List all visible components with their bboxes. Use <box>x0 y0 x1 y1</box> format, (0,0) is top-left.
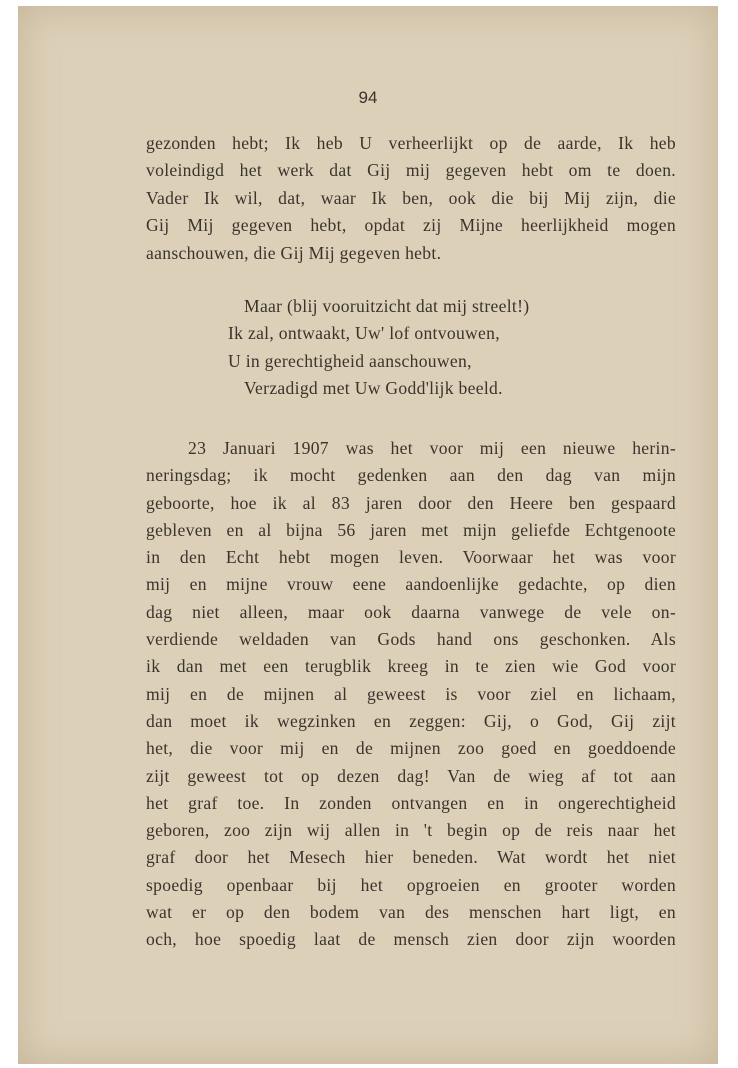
text-line: ik dan met een terugblik kreeg in te zien wie God voor <box>146 656 676 677</box>
text-line: voleindigd het werk dat Gij mij gegeven hebt om te doen. <box>146 160 676 181</box>
text-line: in den Echt hebt mogen leven. Voorwaar het was voor <box>146 547 676 568</box>
text-line: gebleven en al bijna 56 jaren met mijn geliefde Echtgenoote <box>146 519 676 540</box>
text-line: neringsdag; ik mocht gedenken aan den dag van mijn <box>146 465 676 486</box>
text-line: Gij Mij gegeven hebt, opdat zij Mijne heerlijkheid mogen <box>146 215 676 236</box>
text-line: mij en de mijnen al geweest is voor ziel en lichaam, <box>146 683 676 704</box>
text-line: het, die voor mij en de mijnen zoo goed en goeddoende <box>146 738 676 759</box>
paragraph-2 <box>146 435 676 954</box>
poem-line: Verzadigd met Uw Godd'lijk beeld. <box>244 378 503 399</box>
text-line: geboorte, hoe ik al 83 jaren door den Heere ben gespaard <box>146 492 676 513</box>
book-page <box>18 6 718 1064</box>
text-line: Vader Ik wil, dat, waar Ik ben, ook die bij Mij zijn, die <box>146 187 676 208</box>
poem-line: Ik zal, ontwaakt, Uw' lof ontvouwen, <box>228 323 500 344</box>
text-line: geboren, zoo zijn wij allen in 't begin op de reis naar het <box>146 820 676 841</box>
page-number: 94 <box>358 88 378 107</box>
text-line: 23 Januari 1907 was het voor mij een nieuwe herin- <box>188 438 676 458</box>
text-line: mij en mijne vrouw eene aandoenlijke gedachte, op dien <box>146 574 676 595</box>
text-line: aanschouwen, die Gij Mij gegeven hebt. <box>146 242 442 263</box>
paragraph-1 <box>146 130 676 267</box>
poem-line: Maar (blij vooruitzicht dat mij streelt!) <box>244 296 530 316</box>
poem-line: U in gerechtigheid aanschouwen, <box>228 350 472 371</box>
text-line: wat er op den bodem van des menschen hart ligt, en <box>146 902 676 923</box>
text-line: graf door het Mesech hier beneden. Wat wordt het niet <box>146 847 676 868</box>
poem-stanza <box>18 293 718 403</box>
text-line: dag niet alleen, maar ook daarna vanwege de vele on- <box>146 601 676 622</box>
text-line: het graf toe. In zonden ontvangen en in ongerechtigheid <box>146 792 676 813</box>
text-line: och, hoe spoedig laat de mensch zien door zijn woorden <box>146 929 676 950</box>
text-line: gezonden hebt; Ik heb U verheerlijkt op de aarde, Ik heb <box>146 133 676 153</box>
text-line: verdiende weldaden van Gods hand ons geschonken. Als <box>146 629 676 650</box>
text-line: dan moet ik wegzinken en zeggen: Gij, o God, Gij zijt <box>146 710 676 731</box>
text-line: zijt geweest tot op dezen dag! Van de wieg af tot aan <box>146 765 676 786</box>
text-line: spoedig openbaar bij het opgroeien en grooter worden <box>146 874 676 895</box>
